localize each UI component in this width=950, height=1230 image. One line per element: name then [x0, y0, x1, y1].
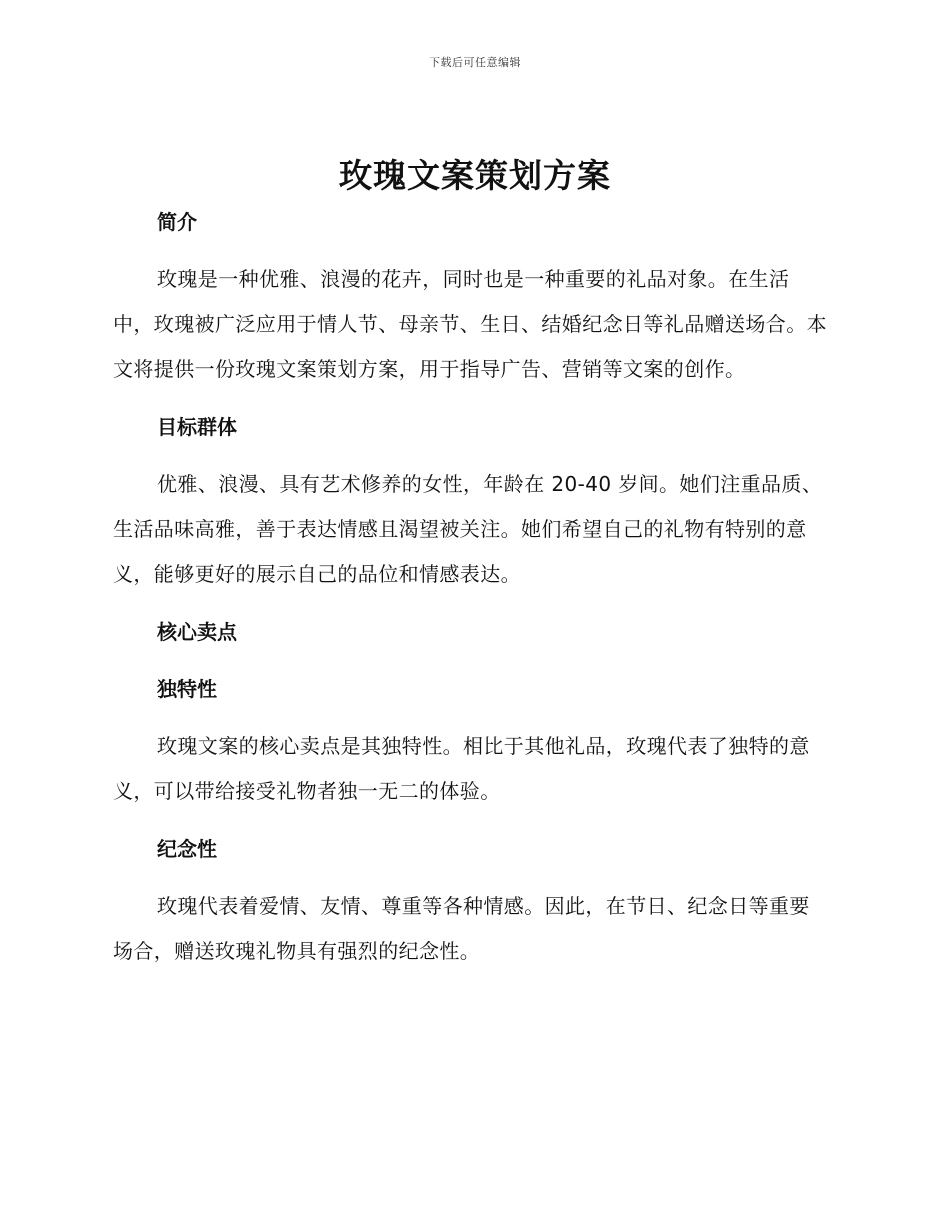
section-text-target: 优雅、浪漫、具有艺术修养的女性，年龄在 20-40 岁间。她们注重品质、生活品味高雅，善于表达情感且渴望被关注。她们希望自己的礼物有特别的意义，能够更好的展示自己的品位和情感表达。 [113, 472, 823, 586]
document-title: 玫瑰文案策划方案 [339, 156, 611, 195]
section-heading-target: 目标群体 [157, 415, 237, 439]
section-text-memorial: 玫瑰代表着爱情、友情、尊重等各种情感。因此，在节日、纪念日等重要场合，赠送玫瑰礼物具有强烈的纪念性。 [113, 894, 810, 963]
section-text-uniqueness: 玫瑰文案的核心卖点是其独特性。相比于其他礼品，玫瑰代表了独特的意义，可以带给接受礼物者独一无二的体验。 [113, 734, 810, 803]
section-heading-intro: 简介 [157, 210, 197, 234]
header-note: 下载后可任意编辑 [429, 56, 521, 69]
section-text-intro: 玫瑰是一种优雅、浪漫的花卉，同时也是一种重要的礼品对象。在生活中，玫瑰被广泛应用于情人节、母亲节、生日、结婚纪念日等礼品赠送场合。本文将提供一份玫瑰文案策划方案，用于指导广告、营销等文案的创作。 [113, 267, 827, 381]
document-body [113, 200, 830, 974]
section-heading-uniqueness: 独特性 [157, 677, 217, 701]
section-heading-memorial: 纪念性 [157, 837, 217, 861]
section-heading-selling-points: 核心卖点 [157, 620, 237, 644]
